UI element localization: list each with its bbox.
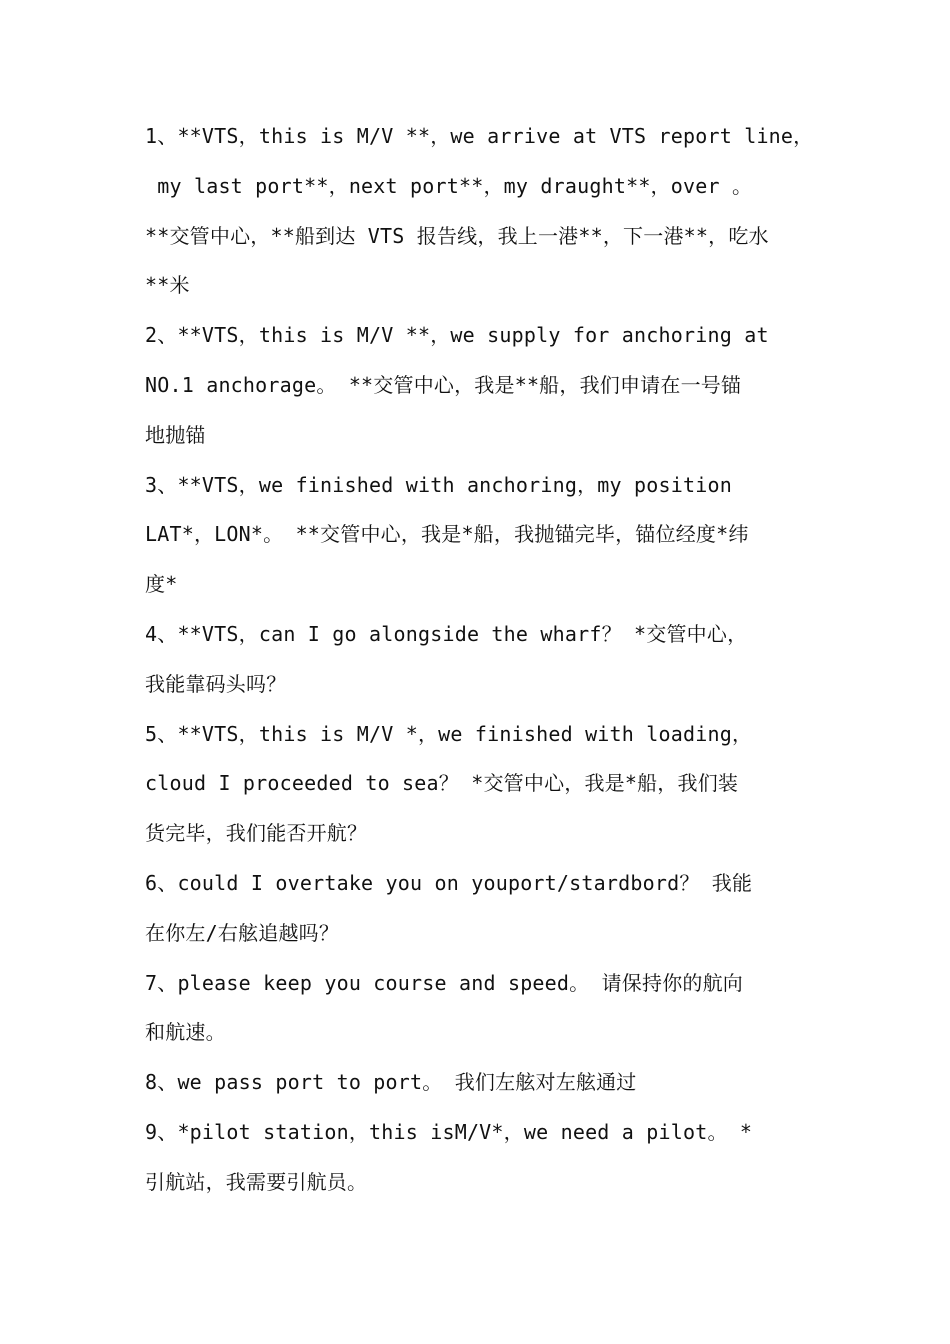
text-line-21: 9、*pilot station，this isM/V*，we need a pilot。 * <box>145 1119 753 1144</box>
text-line-13: 5、**VTS，this is M/V *，we finished with loading， <box>145 721 753 746</box>
text-line-15: 货完毕，我们能否开航？ <box>145 821 368 846</box>
text-line-11: 4、**VTS，can I go alongside the wharf？ *交管中心， <box>145 621 748 646</box>
text-line-12: 我能靠码头吗？ <box>145 671 287 696</box>
text-line-10: 度* <box>145 572 178 597</box>
text-line-22: 引航站，我需要引航员。 <box>145 1169 368 1194</box>
text-line-7: 地抛锚 <box>145 422 206 447</box>
text-line-20: 8、we pass port to port。 我们左舷对左舷通过 <box>145 1070 637 1095</box>
text-line-9: LAT*，LON*。 **交管中心，我是*船，我抛锚完毕，锚位经度*纬 <box>145 522 749 547</box>
text-line-6: NO.1 anchorage。 **交管中心，我是**船，我们申请在一号锚 <box>145 372 742 397</box>
text-line-1: 1、**VTS，this is M/V **，we arrive at VTS report line， <box>145 124 814 148</box>
text-line-17: 在你左/右舷追越吗？ <box>145 920 340 945</box>
text-line-8: 3、**VTS，we finished with anchoring，my position <box>145 472 732 497</box>
text-line-2: my last port**，next port**，my draught**，over 。 <box>145 173 753 198</box>
text-line-3: **交管中心，**船到达 VTS 报告线，我上一港**，下一港**，吃水 <box>145 223 769 248</box>
text-line-5: 2、**VTS，this is M/V **，we supply for anchoring at <box>145 323 769 348</box>
text-line-18: 7、please keep you course and speed。 请保持你的航向 <box>145 970 743 995</box>
text-line-14: cloud I proceeded to sea？ *交管中心，我是*船，我们装 <box>145 771 739 796</box>
text-line-4: **米 <box>145 273 190 298</box>
text-line-19: 和航速。 <box>145 1020 226 1045</box>
document-body <box>145 112 814 1208</box>
text-line-16: 6、could I overtake you on youport/stardbord？ 我能 <box>145 870 753 895</box>
